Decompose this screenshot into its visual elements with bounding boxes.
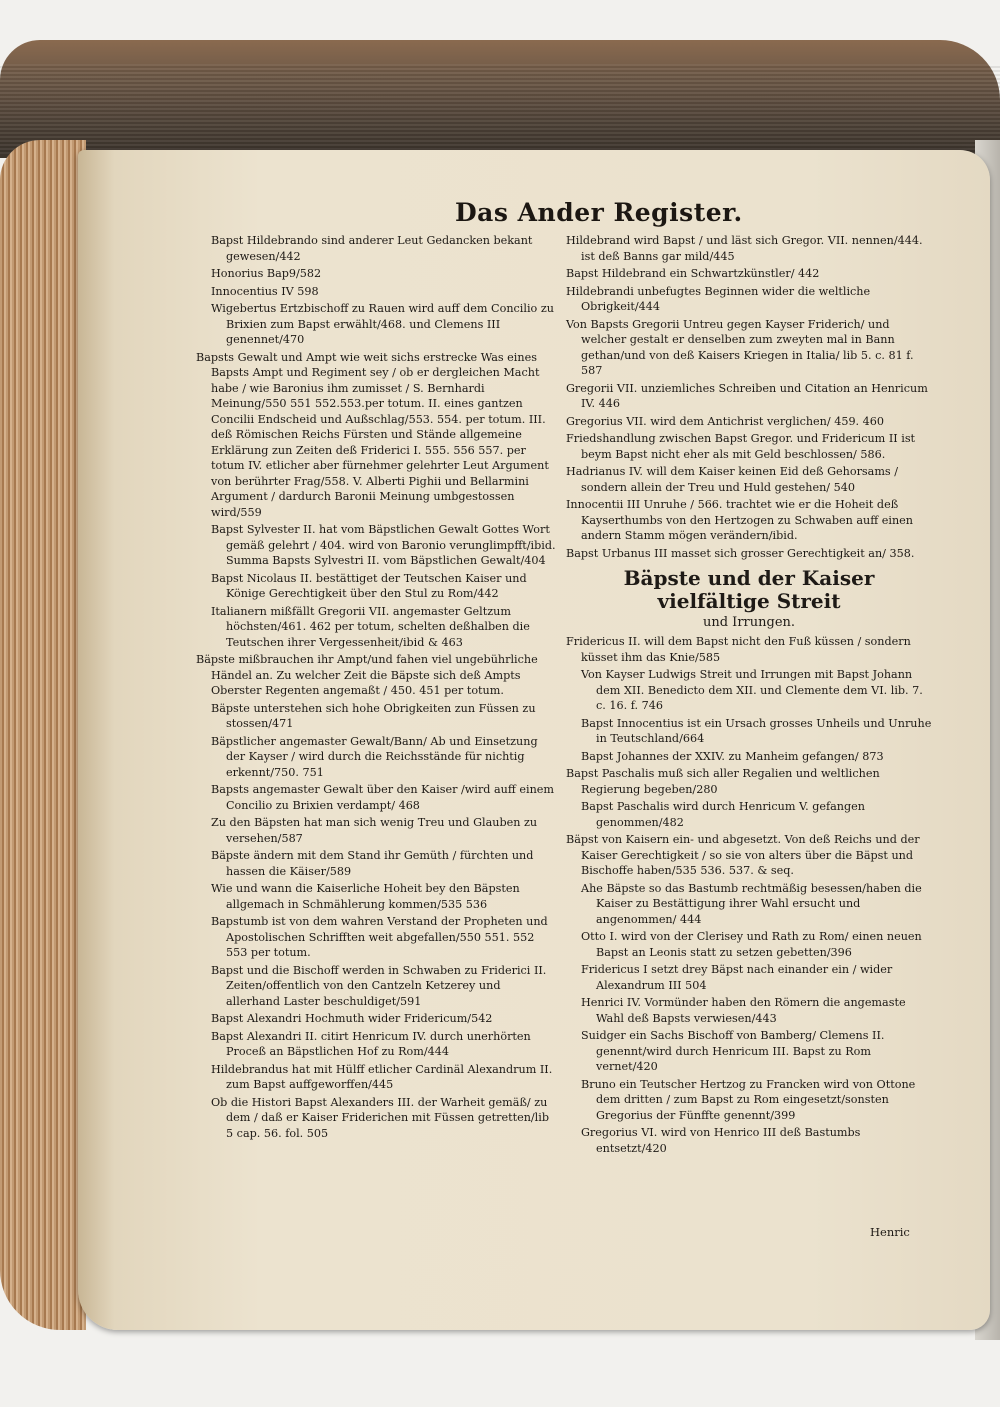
register-column-right	[566, 233, 932, 1158]
register-entry: Bäpstlicher angemaster Gewalt/Bann/ Ab und Einsetzung der Kayser / wird durch die Reichsstände für nichtig erkennt/750. 751	[211, 734, 538, 779]
book-fore-edge	[0, 140, 86, 1330]
register-entry: Bäpste mißbrauchen ihr Ampt/und fahen viel ungebührliche Händel an. Zu welcher Zeit die Bäpste sich deß Ampts Oberster Regenten angemaßt / 450. 451 per totum.	[196, 653, 538, 697]
register-entry: Gregorii VII. unziemliches Schreiben und Citation an Henricum IV. 446	[566, 381, 928, 410]
register-entry: Hildebrandi unbefugtes Beginnen wider die weltliche Obrigkeit/444	[566, 284, 871, 313]
register-entry: Bruno ein Teutscher Hertzog zu Francken wird von Ottone dem dritten / zum Bapst zu Rom eingesetzt/sonsten Gregorius der Fünffte genennt/399	[581, 1077, 916, 1122]
register-entry: Hildebrand wird Bapst / und läst sich Gregor. VII. nennen/444. ist deß Banns gar mild/445	[566, 234, 923, 263]
register-entry: Fridericus II. will dem Bapst nicht den Fuß küssen / sondern küsset ihm das Knie/585	[566, 635, 911, 664]
register-entry: Bapsts Gewalt und Ampt wie weit sichs erstrecke Was eines Bapsts Ampt und Regiment sey / ob er dergleichen Macht habe / wie Baronius ihm zumisset / S. Bernhardi Meinung/550 551 552.553.per totum. II. eines gantzen Concilii Endscheid und Außschlag/553. 554. per totum. III. deß Römischen Reichs Fürsten und Stände allgemeine Erklärung zun Zeiten deß Friderici I. 555. 556 557. per totum IV. etlicher aber fürnehmer gelehrter Leut Argument von berührter Frag/558. V. Alberti Pighii und Bellarmini Argument / dardurch Baronii Meinung umbgestossen wird/559	[196, 350, 549, 519]
register-entry: Von Kayser Ludwigs Streit und Irrungen mit Bapst Johann dem XII. Benedicto dem XII. und Clemente dem VI. lib. 7. c. 16. f. 746	[581, 668, 923, 712]
register-entry: Bapst Paschalis wird durch Henricum V. gefangen genommen/482	[581, 800, 866, 829]
register-entry: Ahe Bäpste so das Bastumb rechtmäßig besessen/haben die Kaiser zu Bestättigung ihrer Wahl ersucht und angenommen/ 444	[581, 881, 922, 926]
register-entry: Von Bapsts Gregorii Untreu gegen Kayser Friderich/ und welcher gestalt er denselben zum zweyten mal in Bann gethan/und von deß Kaisers Kriegen in Italia/ lib 5. c. 81 f. 587	[566, 317, 914, 377]
register-entry: Bapstumb ist von dem wahren Verstand der Propheten und Apostolischen Schrifften weit abgefallen/550 551. 552 553 per totum.	[211, 915, 548, 959]
register-entry: Bapsts angemaster Gewalt über den Kaiser /wird auff einem Concilio zu Brixien verdampt/ 468	[211, 783, 555, 812]
register-entry: Hadrianus IV. will dem Kaiser keinen Eid deß Gehorsams / sondern allein der Treu und Huld gestehen/ 540	[566, 465, 899, 494]
register-entry: Bapst Hildebrando sind anderer Leut Gedancken bekant gewesen/442	[211, 234, 533, 263]
register-entry: Otto I. wird von der Clerisey und Rath zu Rom/ einen neuen Bapst an Leonis statt zu setzen gebetten/396	[581, 930, 922, 959]
register-entry: Bapst und die Bischoff werden in Schwaben zu Friderici II. Zeiten/offentlich von den Cantzeln Ketzerey und allerhand Laster beschuldiget/591	[211, 963, 547, 1008]
section-title: Bäpste und der Kaiser vielfältige Streit	[623, 566, 875, 613]
register-entry: Bäpst von Kaisern ein- und abgesetzt. Von deß Reichs und der Kaiser Gerechtigkeit / so sie von alters über die Bäpst und Bischoffe haben/535 536. 537. & seq.	[566, 833, 920, 877]
register-entry: Bapst Nicolaus II. bestättiget der Teutschen Kaiser und Könige Gerechtigkeit über den Stul zu Rom/442	[211, 571, 527, 600]
register-entry: Gregorius VII. wird dem Antichrist verglichen/ 459. 460	[566, 414, 885, 428]
page-stack	[0, 64, 1000, 154]
catchword: Henric	[870, 1225, 910, 1239]
register-entry: Bapst Urbanus III masset sich grosser Gerechtigkeit an/ 358.	[566, 546, 915, 560]
register-entry: Honorius Bap9/582	[211, 267, 322, 280]
register-entry: Italianern mißfällt Gregorii VII. angemaster Geltzum höchsten/461. 462 per totum, schelten deßhalben die Teutschen ihrer Vergessenheit/ibid & 463	[211, 604, 530, 649]
register-entry: Bapst Paschalis muß sich aller Regalien und weltlichen Regierung begeben/280	[566, 767, 880, 796]
register-entry: Bapst Alexandri II. citirt Henricum IV. durch unerhörten Proceß an Bäpstlichen Hof zu Rom/444	[211, 1029, 531, 1058]
right-entries-top	[566, 233, 932, 561]
register-entry: Hildebrandus hat mit Hülff etlicher Cardinäl Alexandrum II. zum Bapst auffgeworffen/445	[211, 1062, 553, 1091]
register-entry: Ob die Histori Bapst Alexanders III. der Warheit gemäß/ zu dem / daß er Kaiser Friderichen mit Füssen getretten/lib 5 cap. 56. fol. 505	[211, 1095, 550, 1140]
register-entry: Bäpste unterstehen sich hohe Obrigkeiten zun Füssen zu stossen/471	[211, 701, 536, 730]
register-entry: Fridericus I setzt drey Bäpst nach einander ein / wider Alexandrum III 504	[581, 963, 893, 992]
register-entry: Innocentii III Unruhe / 566. trachtet wie er die Hoheit deß Kayserthumbs von den Hertzogen zu Schwaben auff einen andern Stamm mögen verändern/ibid.	[566, 498, 913, 542]
register-entry: Henrici IV. Vormünder haben den Römern die angemaste Wahl deß Bapsts verwiesen/443	[581, 996, 906, 1025]
register-entry: Bapst Hildebrand ein Schwartzkünstler/ 442	[566, 267, 820, 280]
register-entry: Bapst Alexandri Hochmuth wider Fridericum/542	[211, 1012, 493, 1025]
section-subtitle: und Irrungen.	[702, 615, 796, 630]
register-entry: Suidger ein Sachs Bischoff von Bamberg/ Clemens II. genennt/wird durch Henricum III. Bapst zu Rom vernet/420	[581, 1029, 885, 1073]
register-entry: Bapst Johannes der XXIV. zu Manheim gefangen/ 873	[581, 749, 884, 763]
register-entry: Bapst Sylvester II. hat vom Bäpstlichen Gewalt Gottes Wort gemäß gelehrt / 404. wird von Baronio verunglimpfft/ibid. Summa Bapsts Sylvestri II. vom Bäpstlichen Gewalt/404	[211, 523, 556, 567]
register-entry: Bäpste ändern mit dem Stand ihr Gemüth / fürchten und hassen die Käiser/589	[211, 849, 534, 878]
register-entry: Wigebertus Ertzbischoff zu Rauen wird auff dem Concilio zu Brixien zum Bapst erwählt/468. und Clemens III genennet/470	[211, 302, 554, 346]
register-entry: Wie und wann die Kaiserliche Hoheit bey den Bäpsten allgemach in Schmählerung kommen/535 536	[211, 882, 520, 911]
page-title: Das Ander Register.	[455, 198, 743, 227]
register-entry: Gregorius VI. wird von Henrico III deß Bastumbs entsetzt/420	[581, 1126, 861, 1155]
register-column-left	[196, 233, 558, 1143]
right-entries-bottom	[566, 634, 932, 1156]
register-entry: Zu den Bäpsten hat man sich wenig Treu und Glauben zu versehen/587	[211, 816, 538, 845]
register-entry: Bapst Innocentius ist ein Ursach grosses Unheils und Unruhe in Teutschland/664	[581, 716, 932, 745]
register-entry: Innocentius IV 598	[211, 284, 319, 298]
register-entry: Friedshandlung zwischen Bapst Gregor. und Fridericum II ist beym Bapst nicht eher als mit Geld beschlossen/ 586.	[566, 432, 916, 461]
